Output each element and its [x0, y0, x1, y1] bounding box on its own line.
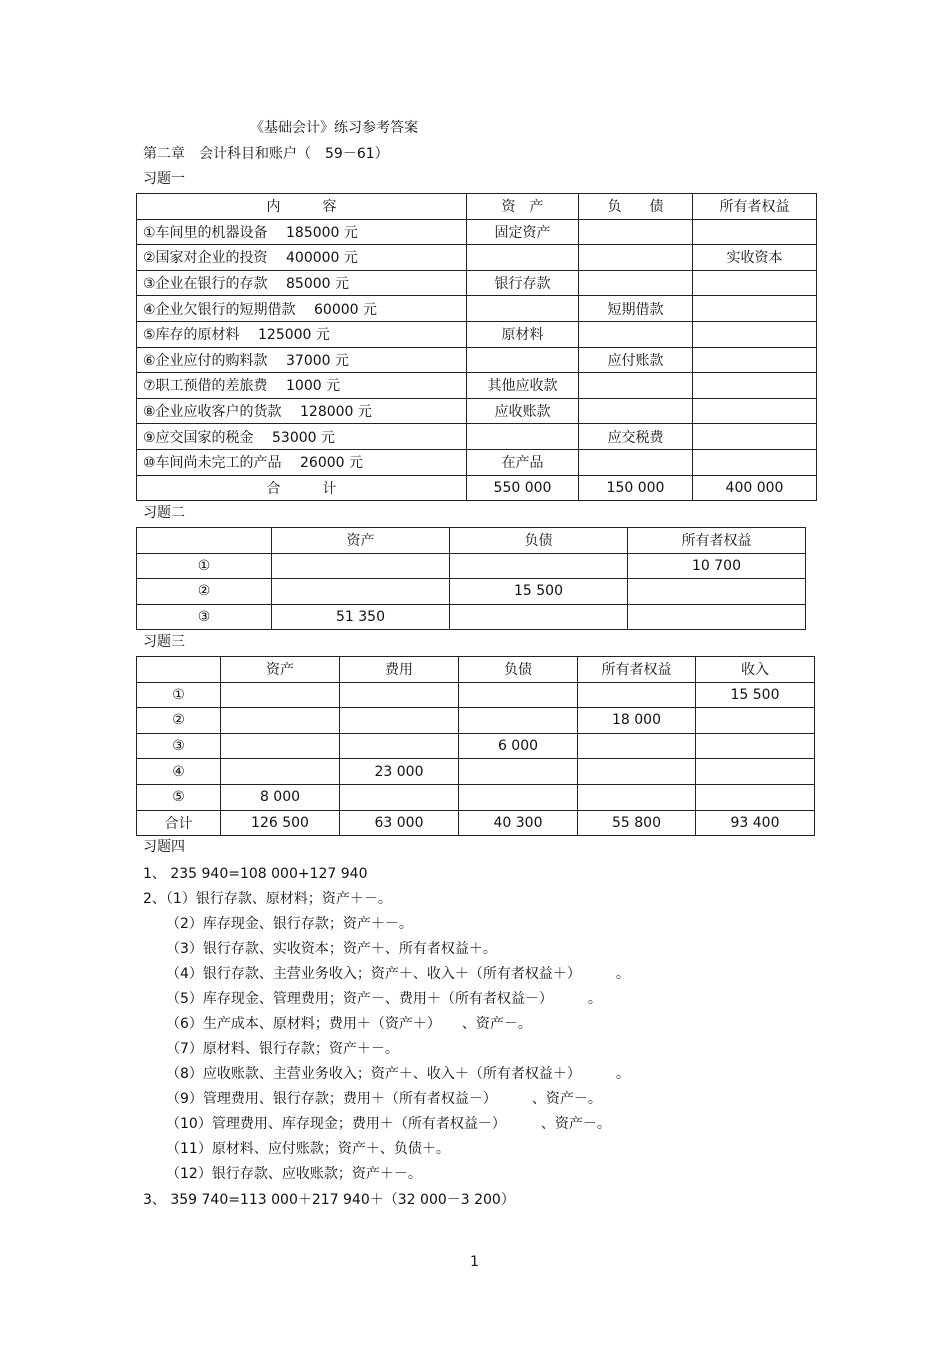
exercise-2-label: 习题二 — [143, 505, 185, 521]
header-cell: 内 容 — [137, 194, 467, 220]
table-cell — [696, 784, 815, 810]
table-row — [137, 373, 817, 399]
table-cell: ② — [137, 708, 221, 734]
header-cell: 所有者权益 — [578, 657, 696, 683]
table-row — [137, 733, 815, 759]
table-cell — [628, 604, 806, 630]
table-cell — [467, 347, 579, 373]
table-cell — [459, 682, 578, 708]
answer-line: （7）原材料、银行存款；资产＋－。 — [166, 1041, 399, 1057]
table-cell: 93 400 — [696, 810, 815, 836]
table-cell — [579, 449, 693, 475]
table-cell: ③企业在银行的存款 85000 元 — [137, 270, 467, 296]
table-cell — [696, 733, 815, 759]
table-cell — [578, 682, 696, 708]
table-cell: ⑧企业应收客户的货款 128000 元 — [137, 398, 467, 424]
table-cell: 55 800 — [578, 810, 696, 836]
table-cell — [579, 398, 693, 424]
table-cell: ① — [137, 553, 272, 579]
table-cell — [579, 245, 693, 271]
table-cell: 合计 — [137, 810, 221, 836]
table-cell: ⑨应交国家的税金 53000 元 — [137, 424, 467, 450]
table-cell: 550 000 — [467, 475, 579, 501]
document-title: 《基础会计》练习参考答案 — [250, 120, 418, 136]
table-cell: ⑤库存的原材料 125000 元 — [137, 321, 467, 347]
table-row — [137, 682, 815, 708]
answer-line: （10）管理费用、库存现金；费用＋（所有者权益－） 、资产－。 — [166, 1116, 611, 1132]
table-cell: 400 000 — [693, 475, 817, 501]
table-cell: ① — [137, 682, 221, 708]
table-cell: 实收资本 — [693, 245, 817, 271]
answer-line: 2、（1）银行存款、原材料；资产＋－。 — [143, 891, 392, 907]
table-cell: ②国家对企业的投资 400000 元 — [137, 245, 467, 271]
table-cell — [221, 733, 340, 759]
table-row — [137, 579, 806, 605]
answer-line: 1、 235 940=108 000+127 940 — [143, 866, 368, 882]
header-cell: 收入 — [696, 657, 815, 683]
table-cell: 126 500 — [221, 810, 340, 836]
table-cell — [467, 245, 579, 271]
header-cell: 资产 — [221, 657, 340, 683]
table-cell: 8 000 — [221, 784, 340, 810]
table-header-row — [137, 194, 817, 220]
table-cell — [467, 424, 579, 450]
table-cell — [467, 296, 579, 322]
table-cell — [696, 708, 815, 734]
table-cell: 合 计 — [137, 475, 467, 501]
table-cell: ④ — [137, 759, 221, 785]
answer-line: （12）银行存款、应收账款；资产＋－。 — [166, 1166, 422, 1182]
table-header-row — [137, 528, 806, 554]
table-cell — [450, 604, 628, 630]
table-cell: 应交税费 — [579, 424, 693, 450]
table-cell — [459, 784, 578, 810]
table-cell — [578, 784, 696, 810]
header-cell: 资 产 — [467, 194, 579, 220]
answer-line: （6）生产成本、原材料；费用＋（资产＋） 、资产－。 — [166, 1016, 532, 1032]
table-cell: 应收账款 — [467, 398, 579, 424]
table-cell: ③ — [137, 604, 272, 630]
exercise-1-table — [136, 193, 817, 501]
table-cell: 15 500 — [450, 579, 628, 605]
table-cell — [579, 321, 693, 347]
header-cell: 所有者权益 — [693, 194, 817, 220]
table-row — [137, 398, 817, 424]
table-row — [137, 604, 806, 630]
table-row — [137, 424, 817, 450]
answer-line: （8）应收账款、主营业务收入；资产＋、收入＋（所有者权益＋） 。 — [166, 1066, 630, 1082]
table-cell — [340, 708, 459, 734]
header-cell: 资产 — [272, 528, 450, 554]
table-row — [137, 219, 817, 245]
answer-line: （5）库存现金、管理费用；资产－、费用＋（所有者权益－） 。 — [166, 991, 602, 1007]
table-cell: ④企业欠银行的短期借款 60000 元 — [137, 296, 467, 322]
answer-line: （3）银行存款、实收资本；资产＋、所有者权益＋。 — [166, 941, 497, 957]
table-cell: 其他应收款 — [467, 373, 579, 399]
table-row — [137, 759, 815, 785]
table-row — [137, 245, 817, 271]
header-cell: 所有者权益 — [628, 528, 806, 554]
table-row — [137, 784, 815, 810]
table-cell: 10 700 — [628, 553, 806, 579]
table-cell: 原材料 — [467, 321, 579, 347]
table-cell: ⑦职工预借的差旅费 1000 元 — [137, 373, 467, 399]
table-cell: 23 000 — [340, 759, 459, 785]
table-cell — [628, 579, 806, 605]
header-cell: 费用 — [340, 657, 459, 683]
header-cell: 负债 — [450, 528, 628, 554]
table-row — [137, 347, 817, 373]
table-total-row — [137, 810, 815, 836]
table-cell: 在产品 — [467, 449, 579, 475]
answer-line: 3、 359 740=113 000＋217 940＋（32 000－3 200） — [143, 1192, 515, 1208]
table-cell: 短期借款 — [579, 296, 693, 322]
table-cell: 固定资产 — [467, 219, 579, 245]
table-row — [137, 708, 815, 734]
table-cell — [272, 553, 450, 579]
table-header-row — [137, 657, 815, 683]
answer-line: （9）管理费用、银行存款；费用＋（所有者权益－） 、资产－。 — [166, 1091, 602, 1107]
table-cell — [340, 682, 459, 708]
table-row — [137, 553, 806, 579]
table-cell — [696, 759, 815, 785]
table-cell: 40 300 — [459, 810, 578, 836]
table-cell — [693, 296, 817, 322]
exercise-1-label: 习题一 — [143, 171, 185, 187]
table-total-row — [137, 475, 817, 501]
table-cell: ② — [137, 579, 272, 605]
table-cell — [221, 682, 340, 708]
table-cell — [450, 553, 628, 579]
table-cell — [693, 398, 817, 424]
table-cell: ⑤ — [137, 784, 221, 810]
table-cell — [272, 579, 450, 605]
table-row — [137, 296, 817, 322]
header-cell: 负债 — [459, 657, 578, 683]
table-cell: 应付账款 — [579, 347, 693, 373]
exercise-4-label: 习题四 — [143, 839, 185, 855]
table-cell — [693, 449, 817, 475]
table-cell: ③ — [137, 733, 221, 759]
table-cell: 15 500 — [696, 682, 815, 708]
answer-line: （4）银行存款、主营业务收入；资产＋、收入＋（所有者权益＋） 。 — [166, 966, 630, 982]
page-number: 1 — [470, 1254, 479, 1270]
answer-line: （2）库存现金、银行存款；资产＋－。 — [166, 916, 413, 932]
table-cell — [221, 759, 340, 785]
exercise-3-table — [136, 656, 815, 836]
table-cell — [693, 219, 817, 245]
chapter-heading: 第二章 会计科目和账户（ 59－61） — [143, 146, 389, 162]
table-cell — [693, 373, 817, 399]
table-cell: 63 000 — [340, 810, 459, 836]
exercise-2-table — [136, 527, 806, 630]
table-cell — [459, 708, 578, 734]
table-cell: ①车间里的机器设备 185000 元 — [137, 219, 467, 245]
table-cell — [693, 424, 817, 450]
table-cell — [693, 321, 817, 347]
table-cell — [578, 733, 696, 759]
table-cell: ⑥企业应付的购料款 37000 元 — [137, 347, 467, 373]
exercise-3-label: 习题三 — [143, 634, 185, 650]
table-cell: ⑩车间尚未完工的产品 26000 元 — [137, 449, 467, 475]
table-cell — [221, 708, 340, 734]
table-cell — [340, 733, 459, 759]
table-row — [137, 270, 817, 296]
table-cell: 51 350 — [272, 604, 450, 630]
table-cell — [579, 373, 693, 399]
table-cell — [459, 759, 578, 785]
table-row — [137, 449, 817, 475]
table-cell — [579, 219, 693, 245]
table-cell — [693, 270, 817, 296]
table-cell — [579, 270, 693, 296]
header-cell — [137, 657, 221, 683]
table-row — [137, 321, 817, 347]
table-cell: 18 000 — [578, 708, 696, 734]
table-cell — [693, 347, 817, 373]
table-cell — [578, 759, 696, 785]
header-cell: 负 债 — [579, 194, 693, 220]
table-cell — [340, 784, 459, 810]
header-cell — [137, 528, 272, 554]
table-cell: 银行存款 — [467, 270, 579, 296]
answer-line: （11）原材料、应付账款；资产＋、负债＋。 — [166, 1141, 450, 1157]
table-cell: 6 000 — [459, 733, 578, 759]
table-cell: 150 000 — [579, 475, 693, 501]
